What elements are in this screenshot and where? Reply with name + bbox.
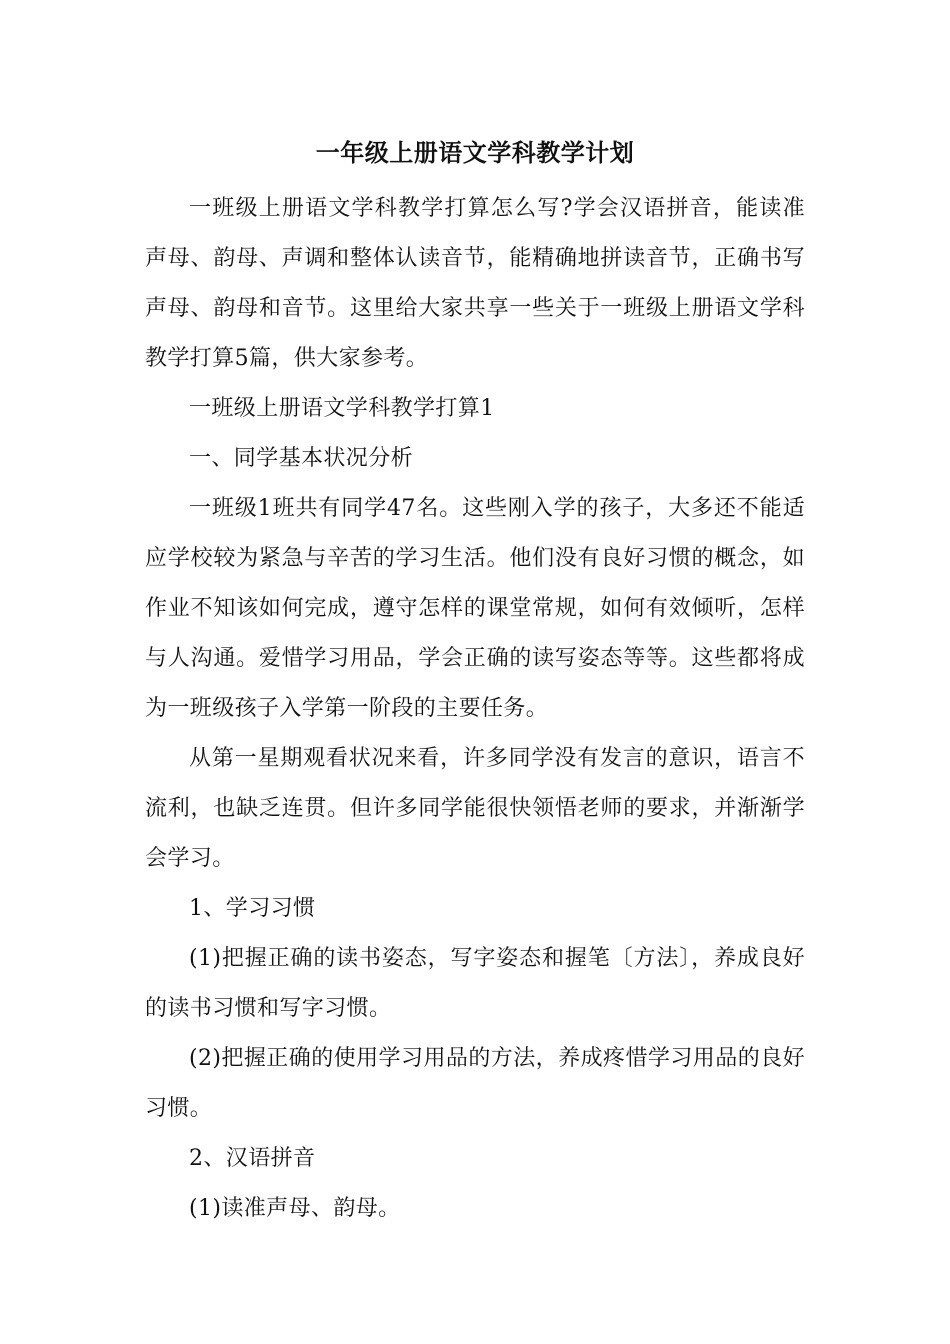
subheading-pinyin: 2、汉语拼音 <box>189 1146 316 1171</box>
pinyin-item-1: (1)读准声母、韵母。 <box>189 1196 401 1221</box>
class-situation-paragraph: 一班级1班共有同学47名。这些刚入学的孩子，大多还不能适应学校较为紧急与辛苦的学习生活。他们没有良好习惯的概念，如作业不知该如何完成，遵守怎样的课堂常规，如何有效倾听，怎样与人沟通。爱惜学习用品，学会正确的读写姿态等等。这些都将成为一班级孩子入学第一阶段的主要任务。 <box>145 496 805 721</box>
intro-paragraph: 一班级上册语文学科教学打算怎么写?学会汉语拼音，能读准声母、韵母、声调和整体认读音节，能精确地拼读音节，正确书写声母、韵母和音节。这里给大家共享一些关于一班级上册语文学科教学打算5篇，供大家参考。 <box>145 196 805 371</box>
habit-item-2: (2)把握正确的使用学习用品的方法，养成疼惜学习用品的良好习惯。 <box>145 1046 805 1121</box>
plan-heading: 一班级上册语文学科教学打算1 <box>189 396 495 421</box>
document-title: 一年级上册语文学科教学计划 <box>315 138 635 167</box>
subheading-study-habits: 1、学习习惯 <box>189 896 316 921</box>
document-body <box>145 128 805 1234</box>
observation-paragraph: 从第一星期观看状况来看，许多同学没有发言的意识，语言不流利，也缺乏连贯。但许多同学能很快领悟老师的要求，并渐渐学会学习。 <box>145 746 805 871</box>
habit-item-1: (1)把握正确的读书姿态，写字姿态和握笔〔方法〕，养成良好的读书习惯和写字习惯。 <box>145 946 805 1021</box>
section-heading-student-analysis: 一、同学基本状况分析 <box>189 446 414 471</box>
